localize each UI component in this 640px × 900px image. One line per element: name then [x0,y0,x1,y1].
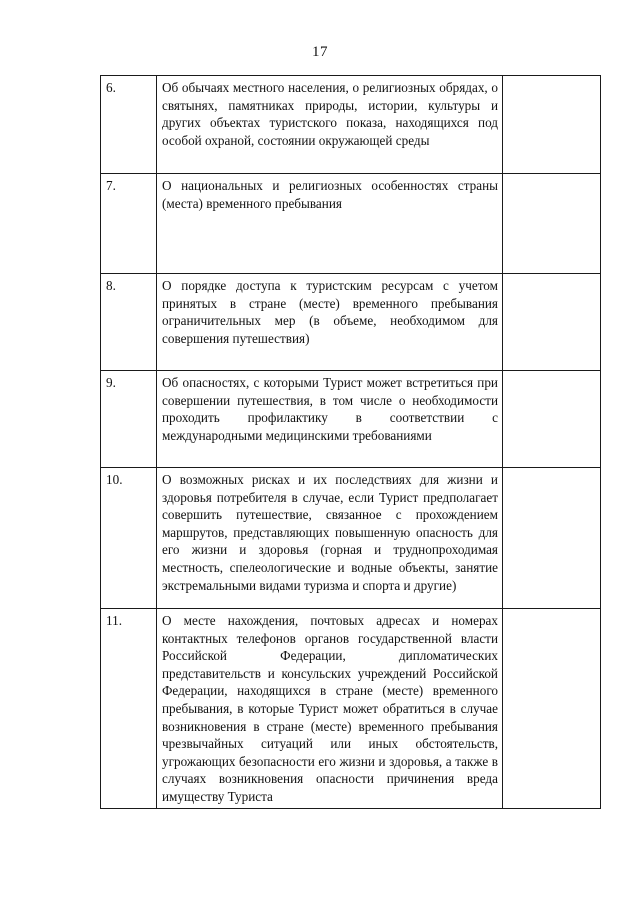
row-text: О месте нахождения, почтовых адресах и номерах контактных телефонов органов государственной власти Российской Федерации, дипломатических представительств и консульских учреждений Российской Федерации, находящихся в стране (месте) временного пребывания, в которые Турист может обратиться в случае возникновения в стране (месте) временного пребывания чрезвычайных ситуаций или иных обстоятельств, угрожающих безопасности его жизни и здоровья, а также в случаях возникновения опасности причинения вреда имуществу Туриста [157,609,503,809]
row-number: 6. [101,76,157,174]
information-table [100,75,601,809]
row-blank-cell [503,468,601,609]
row-number: 10. [101,468,157,609]
row-text: О порядке доступа к туристским ресурсам с учетом принятых в стране (месте) временного пребывания ограничительных мер (в объеме, необходимом для совершения путешествия) [157,274,503,371]
row-text: О национальных и религиозных особенностях страны (места) временного пребывания [157,174,503,274]
row-text: О возможных рисках и их последствиях для жизни и здоровья потребителя в случае, если Турист предполагает совершить путешествие, связанное с прохождением маршрутов, представляющих повышенную опасность для его жизни и здоровья (горная и труднопроходимая местность, спелеологические и водные объекты, занятие экстремальными видами туризма и спорта и другие) [157,468,503,609]
table-row [101,274,601,371]
row-number: 9. [101,371,157,468]
row-number: 11. [101,609,157,809]
page-number: 17 [312,44,328,60]
table-row [101,371,601,468]
table-row [101,468,601,609]
row-text: Об обычаях местного населения, о религиозных обрядах, о святынях, памятниках природы, истории, культуры и других объектах туристского показа, находящихся под особой охраной, состоянии окружающей среды [157,76,503,174]
row-blank-cell [503,76,601,174]
row-number: 8. [101,274,157,371]
row-blank-cell [503,609,601,809]
table-row [101,76,601,174]
row-blank-cell [503,174,601,274]
table-row [101,609,601,809]
row-number: 7. [101,174,157,274]
row-blank-cell [503,274,601,371]
row-blank-cell [503,371,601,468]
row-text: Об опасностях, с которыми Турист может встретиться при совершении путешествия, в том числе о необходимости проходить профилактику в соответствии с международными медицинскими требованиями [157,371,503,468]
table-row [101,174,601,274]
